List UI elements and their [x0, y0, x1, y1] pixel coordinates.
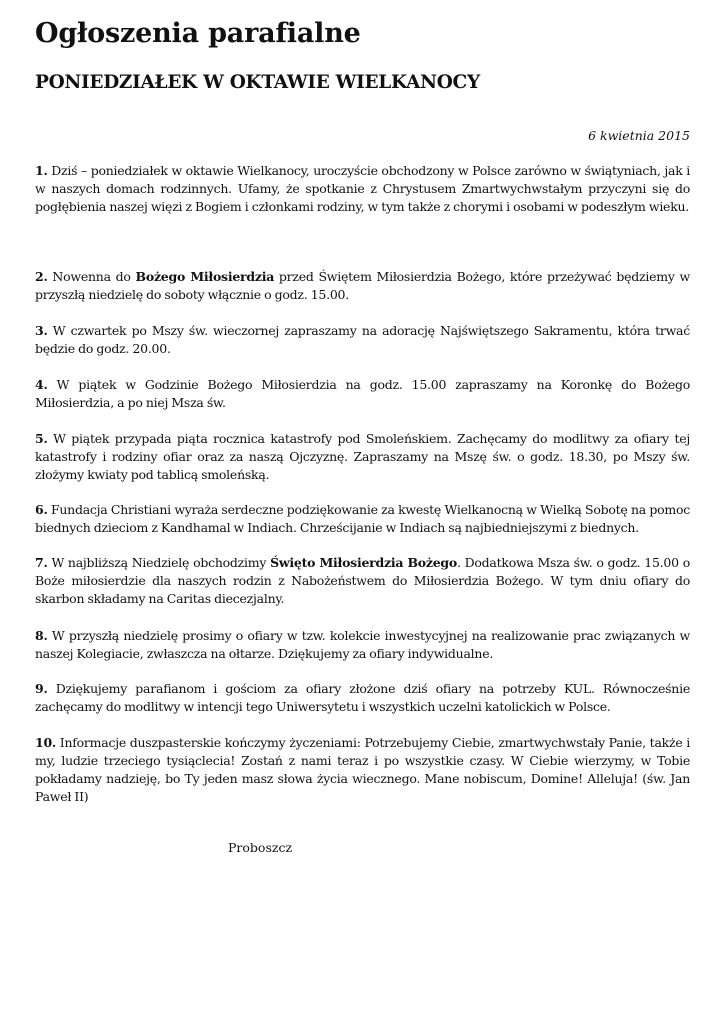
page-title: Ogłoszenia parafialne — [35, 18, 361, 49]
announcement-number: 6. — [35, 502, 48, 517]
announcement-6 — [35, 501, 690, 537]
announcement-text: . Dodatkowa Msza św. o godz. 15.00 o Boże miłosierdzie dla naszych rodzin z Nabożeństwem do Miłosierdzia Bożego. W tym dniu ofiary do skarbon składamy na Caritas diecezjalny. — [35, 555, 690, 606]
document-date: 6 kwietnia 2015 — [588, 128, 690, 143]
announcement-text: Nowenna do — [47, 269, 136, 284]
announcement-text: Dziś – poniedziałek w oktawie Wielkanocy, uroczyście obchodzony w Polsce zarówno w świątyniach, jak i w naszych domach rodzinnych. Ufamy, że spotkanie z Chrystusem Zmartwychwstałym przyczyni się do pogłębienia naszej więzi z Bogiem i członkami rodziny, w tym także z chorymi i osobami w podeszłym wieku. — [35, 163, 690, 214]
announcement-number: 4. — [35, 377, 48, 392]
announcement-number: 8. — [35, 628, 48, 643]
announcement-text: Dziękujemy parafianom i gościom za ofiary złożone dziś ofiary na potrzeby KUL. Równocześnie zachęcamy do modlitwy w intencji tego Uniwersytetu i wszystkich uczelni katolickich w Polsce. — [35, 681, 690, 714]
announcement-1 — [35, 162, 690, 216]
page-subtitle: PONIEDZIAŁEK W OKTAWIE WIELKANOCY — [35, 72, 480, 93]
announcement-2 — [35, 268, 690, 304]
announcement-8 — [35, 627, 690, 663]
announcement-9 — [35, 680, 690, 716]
signature: Proboszcz — [228, 840, 293, 855]
announcement-text: W przyszłą niedzielę prosimy o ofiary w tzw. kolekcie inwestycyjnej na realizowanie prac związanych w naszej Kolegiacie, zwłaszcza na ołtarze. Dziękujemy za ofiary indywidualne. — [35, 628, 690, 661]
announcement-number: 1. — [35, 163, 48, 178]
announcement-text: Fundacja Christiani wyraża serdeczne podziękowanie za kwestę Wielkanocną w Wielką Sobotę na pomoc biednych dzieciom z Kandhamal w Indiach. Chrześcijanie w Indiach są najbiedniejszymi z biednych. — [35, 502, 690, 535]
announcement-number: 7. — [35, 555, 48, 570]
announcement-text: Informacje duszpasterskie kończymy życzeniami: Potrzebujemy Ciebie, zmartwychwstały Panie, także i my, ludzie trzeciego tysiąclecia! Zostań z nami teraz i po wszystkie czasy. W Ciebie wierzymy, w Tobie pokładamy nadzieję, bo Ty jeden masz słowa życia wiecznego. Mane nobiscum, Domine! Alleluja! (św. Jan Paweł II) — [35, 735, 690, 804]
announcement-text: W piątek przypada piąta rocznica katastrofy pod Smoleńskiem. Zachęcamy do modlitwy za ofiary tej katastrofy i rodziny ofiar oraz za naszą Ojczyznę. Zapraszamy na Mszę św. o godz. 18.30, po Mszy św. złożymy kwiaty pod tablicą smoleńską. — [35, 431, 690, 482]
announcement-number: 10. — [35, 735, 56, 750]
announcement-10 — [35, 734, 690, 806]
announcement-text: W czwartek po Mszy św. wieczornej zapraszamy na adorację Najświętszego Sakramentu, która trwać będzie do godz. 20.00. — [35, 323, 690, 356]
announcement-5 — [35, 430, 690, 484]
announcement-number: 3. — [35, 323, 48, 338]
announcement-number: 2. — [35, 269, 48, 284]
announcement-number: 5. — [35, 431, 48, 446]
announcement-number: 9. — [35, 681, 48, 696]
announcement-emphasis: Święto Miłosierdzia Bożego — [270, 555, 457, 570]
announcement-text: W piątek w Godzinie Bożego Miłosierdzia na godz. 15.00 zapraszamy na Koronkę do Bożego Miłosierdzia, a po niej Msza św. — [35, 377, 690, 410]
announcement-emphasis: Bożego Miłosierdzia — [135, 269, 275, 284]
announcement-7 — [35, 554, 690, 608]
announcement-4 — [35, 376, 690, 412]
announcement-text: przed Świętem Miłosierdzia Bożego, które przeżywać będziemy w przyszłą niedzielę do soboty włącznie o godz. 15.00. — [35, 269, 690, 302]
announcement-text: W najbliższą Niedzielę obchodzimy — [47, 555, 271, 570]
announcement-3 — [35, 322, 690, 358]
